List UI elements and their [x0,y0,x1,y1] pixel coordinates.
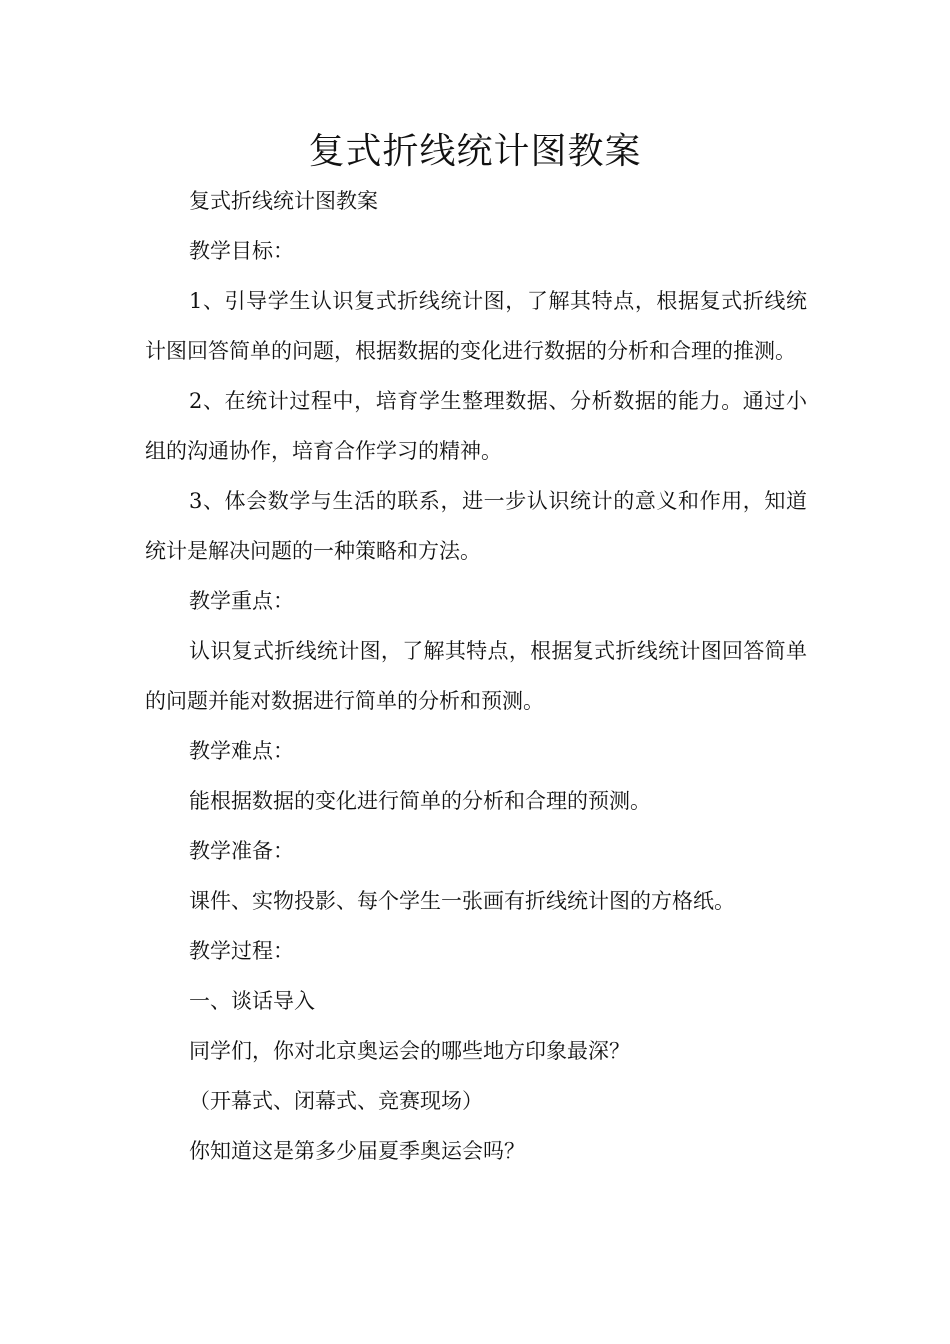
document-title: 复式折线统计图教案 [308,131,642,172]
goal-item-2: 2、在统计过程中，培育学生整理数据、分析数据的能力。通过小组的沟通协作，培育合作学习的精神。 [145,389,807,463]
heading-key-points: 教学重点： [189,589,294,613]
paragraph-difficulties: 能根据数据的变化进行简单的分析和合理的预测。 [189,789,651,813]
heading-section-1: 一、谈话导入 [189,989,315,1013]
paragraph-question-1: 同学们，你对北京奥运会的哪些地方印象最深？ [189,1039,630,1063]
document-body [145,176,807,1176]
heading-teaching-goals: 教学目标： [189,239,294,263]
paragraph-question-2: 你知道这是第多少届夏季奥运会吗？ [189,1139,525,1163]
paragraph-subtitle: 复式折线统计图教案 [189,189,378,213]
goal-item-3: 3、体会数学与生活的联系，进一步认识统计的意义和作用，知道统计是解决问题的一种策略和方法。 [145,489,807,563]
paragraph-answer-1: （开幕式、闭幕式、竞赛现场） [189,1089,483,1113]
heading-difficulties: 教学难点： [189,739,294,763]
paragraph-preparation: 课件、实物投影、每个学生一张画有折线统计图的方格纸。 [189,889,735,913]
paragraph-key-points: 认识复式折线统计图，了解其特点，根据复式折线统计图回答简单的问题并能对数据进行简单的分析和预测。 [145,639,807,713]
heading-preparation: 教学准备： [189,839,294,863]
goal-item-1: 1、引导学生认识复式折线统计图，了解其特点，根据复式折线统计图回答简单的问题，根据数据的变化进行数据的分析和合理的推测。 [145,289,807,363]
heading-process: 教学过程： [189,939,294,963]
